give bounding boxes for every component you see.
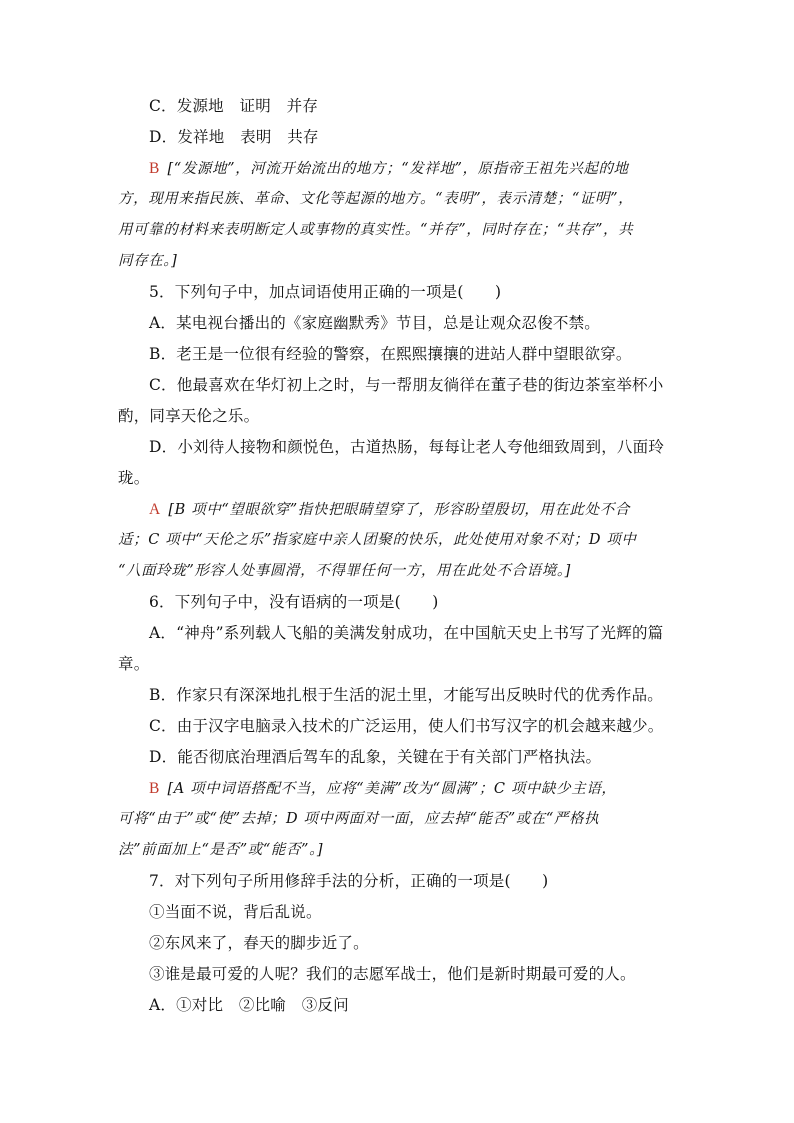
q4-answer-key: B <box>149 160 160 177</box>
q6-option-a-line-1: A．“神舟”系列载人飞船的美满发射成功，在中国航天史上书写了光辉的篇 <box>149 624 664 642</box>
q5-option-b: B．老王是一位很有经验的警察，在熙熙攘攘的进站人群中望眼欲穿。 <box>149 345 632 363</box>
q6-option-a-line-2: 章。 <box>118 655 150 673</box>
q4-answer-line <box>149 158 629 179</box>
q6-answer-key: B <box>149 780 160 797</box>
q5-explanation-line-3: “八面玲珑”形容人处事圆滑，不得罪任何一方，用在此处不合语境。] <box>118 563 571 579</box>
q4-option-d: D．发祥地 表明 共存 <box>149 128 319 146</box>
q7-stem: 7．对下列句子所用修辞手法的分析，正确的一项是( ) <box>149 872 549 890</box>
q6-option-b: B．作家只有深深地扎根于生活的泥土里，才能写出反映时代的优秀作品。 <box>149 686 663 704</box>
q6-explanation-line-2: 可将“由于”或“使”去掉；D 项中两面对一面，应去掉“能否”或在“严格执 <box>118 811 600 827</box>
q4-explanation-line-1: [“发源地”，河流开始流出的地方；“发祥地”，原指帝王祖先兴起的地 <box>167 161 629 177</box>
q5-stem: 5．下列句子中，加点词语使用正确的一项是( ) <box>149 283 502 301</box>
q5-option-c-line-2: 酌，同享天伦之乐。 <box>118 407 260 425</box>
q7-option-a: A．①对比 ②比喻 ③反问 <box>149 996 349 1014</box>
q5-answer-line <box>149 499 630 520</box>
q5-explanation-line-2: 适；C 项中“天伦之乐”指家庭中亲人团聚的快乐，此处使用对象不对；D 项中 <box>118 532 637 548</box>
q5-answer-key: A <box>149 501 161 518</box>
q6-explanation-line-1: [A 项中词语搭配不当，应将“美满”改为“圆满”；C 项中缺少主语， <box>167 781 617 797</box>
q6-stem: 6．下列句子中，没有语病的一项是( ) <box>149 593 439 611</box>
q6-option-c: C．由于汉字电脑录入技术的广泛运用，使人们书写汉字的机会越来越少。 <box>149 717 664 735</box>
q6-explanation-line-3: 法”前面加上“是否”或“能否”。] <box>118 842 324 858</box>
q5-option-d-line-1: D．小刘待人接物和颜悦色，古道热肠，每每让老人夸他细致周到，八面玲 <box>149 438 665 456</box>
q7-sentence-1: ①当面不说，背后乱说。 <box>149 903 322 921</box>
q5-option-c-line-1: C．他最喜欢在华灯初上之时，与一帮朋友徜徉在董子巷的街边茶室举杯小 <box>149 376 664 394</box>
q4-explanation-line-2: 方，现用来指民族、革命、文化等起源的地方。“表明”，表示清楚；“证明”， <box>118 191 634 207</box>
q5-option-d-line-2: 珑。 <box>118 469 150 487</box>
q5-explanation-line-1: [B 项中“望眼欲穿”指快把眼睛望穿了，形容盼望殷切，用在此处不合 <box>168 502 630 518</box>
q6-answer-line <box>149 778 617 799</box>
q6-option-d: D．能否彻底治理酒后驾车的乱象，关键在于有关部门严格执法。 <box>149 748 602 766</box>
q7-sentence-2: ②东风来了，春天的脚步近了。 <box>149 934 369 952</box>
q4-explanation-line-3: 用可靠的材料来表明断定人或事物的真实性。“并存”，同时存在；“共存”，共 <box>118 222 634 238</box>
q5-option-a: A．某电视台播出的《家庭幽默秀》节目，总是让观众忍俊不禁。 <box>149 314 600 332</box>
q4-explanation-line-4: 同存在。] <box>118 253 178 269</box>
q4-option-c: C．发源地 证明 并存 <box>149 97 319 115</box>
q7-sentence-3: ③谁是最可爱的人呢？我们的志愿军战士，他们是新时期最可爱的人。 <box>149 965 636 983</box>
